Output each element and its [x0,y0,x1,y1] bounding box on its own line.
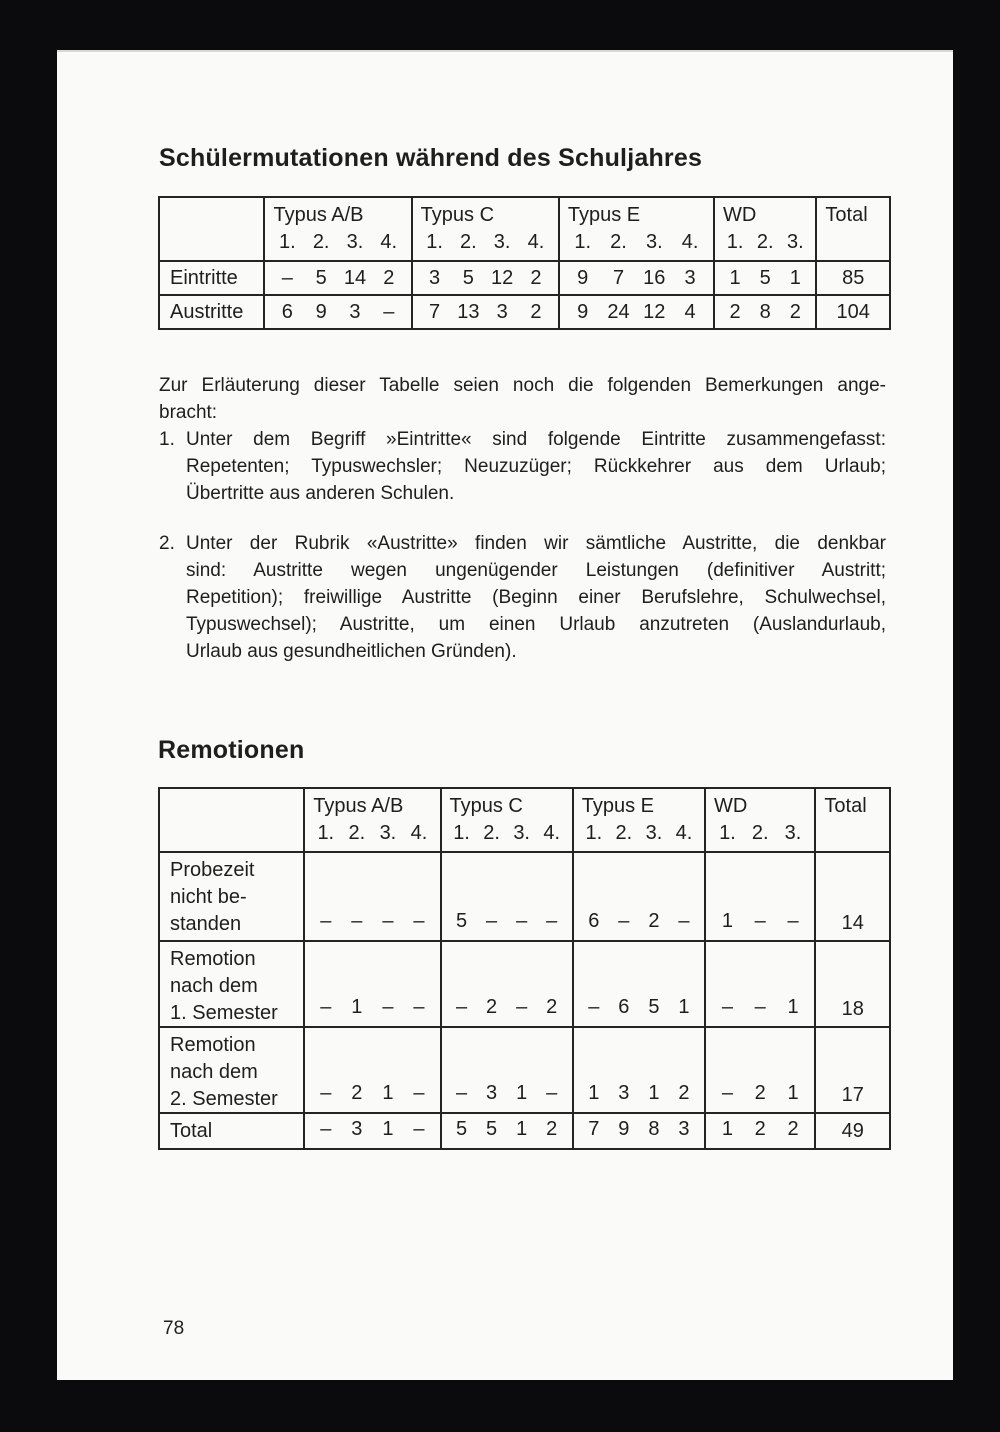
notes-intro [159,372,886,426]
value-group [442,1080,572,1107]
subcolumn-label: 3. [784,822,802,844]
subcolumn-label: 4. [675,822,693,844]
subcolumn-label: 4. [681,231,699,253]
value-group [413,265,558,292]
text-line: Unter dem Begriff »Eintritte« sind folgende Eintritte zusammengefasst: [186,429,886,450]
value-cell: – [516,910,528,932]
value-cell: 2 [546,996,558,1018]
corner-cell [160,198,263,260]
value-cell: 2 [754,1082,766,1104]
column-group-label: Typus C [449,795,523,817]
subcolumn-headers [305,820,439,847]
value-group [574,908,704,935]
value-cell: 5 [455,910,468,932]
text-line: nicht be- [170,886,247,908]
table-row-eintritte [160,260,889,294]
text-line: Probezeit [170,859,255,881]
value-cell: 1 [721,910,733,932]
value-cell: 24 [607,300,630,323]
text-line: 1. Semester [170,1002,278,1024]
value-cell: 5 [648,996,660,1018]
table-row-probezeit [160,851,889,940]
value-cell: – [486,910,498,932]
subcolumn-label: 2. [348,822,366,844]
value-cell: 5 [759,266,771,289]
value-cell: 14 [343,266,367,289]
subcolumn-label: 1. [585,822,603,844]
text-line: Repetenten; Typuswechsler; Neuzuzüger; Rückkehrer aus dem Urlaub; [186,456,886,477]
value-cell: 9 [577,300,589,323]
column-group-wd [704,789,814,851]
value-cell: 2 [383,266,395,289]
value-cell: 2 [486,996,498,1018]
value-cell: 1 [721,1118,733,1140]
table-row-austritte [160,294,889,328]
value-cell: 13 [457,300,480,323]
value-group [305,1116,439,1143]
subcolumn-label: 3. [346,231,364,253]
value-cell: 5 [462,266,474,289]
row-label [160,942,303,1026]
value-cell: 2 [789,300,801,323]
row-total: 18 [841,998,864,1020]
text-line: Remotion [170,948,256,970]
value-cell: 3 [428,266,441,289]
value-cell: – [721,1082,733,1104]
subcolumn-label: 1. [453,822,470,844]
subcolumn-label: 1. [426,231,443,253]
subcolumn-label: 3. [379,822,397,844]
subcolumn-label: 2. [460,231,477,253]
subcolumn-label: 2. [751,822,769,844]
value-cell: 1 [729,266,741,289]
text-line: Urlaub aus gesundheitlichen Gründen). [186,641,517,662]
value-group [413,299,558,326]
value-cell: 12 [491,266,514,289]
subcolumn-label: 1. [574,231,592,253]
subcolumn-label: 1. [279,231,296,253]
table-row-remotion-2-semester [160,1026,889,1112]
row-label [160,853,303,940]
list-marker: 1. [159,429,175,450]
value-cell: 2 [530,300,542,323]
subcolumn-label: 1. [719,822,736,844]
mutations-table [158,196,891,330]
column-total [815,198,889,260]
value-cell: 1 [648,1082,660,1104]
value-cell: – [678,910,690,932]
page-number: 78 [163,1318,185,1339]
value-cell: 2 [729,300,741,323]
section-title-remotionen: Remotionen [158,736,305,764]
value-cell: 16 [643,266,666,289]
value-cell: – [413,910,425,932]
value-cell: – [320,1118,332,1140]
value-cell: – [320,996,332,1018]
corner-cell [160,789,303,851]
value-cell: 2 [787,1118,799,1140]
value-group [715,299,815,326]
note-item-2 [159,530,886,665]
value-cell: 1 [516,1118,528,1140]
row-label: Eintritte [170,266,238,289]
column-group-label: WD [714,795,748,817]
value-cell: 1 [516,1082,528,1104]
column-group-wd [713,198,815,260]
text-line: nach dem [170,1061,258,1083]
value-group [442,1116,572,1143]
column-group-label: Typus E [567,204,641,226]
subcolumn-headers [715,229,815,256]
value-cell: 1 [588,1082,600,1104]
subcolumn-label: 3. [493,231,511,253]
value-cell: 2 [754,1118,766,1140]
column-group-typus-ab [303,789,439,851]
value-cell: – [787,910,799,932]
value-cell: – [413,996,425,1018]
value-group [574,1080,704,1107]
value-cell: 7 [588,1118,600,1140]
text-line: Remotion [170,1034,256,1056]
subcolumn-label: 4. [380,231,398,253]
value-cell: 1 [787,1082,799,1104]
subcolumn-headers [413,229,558,256]
value-cell: 7 [428,300,441,323]
document-page [57,50,953,1380]
subcolumn-label: 2. [312,231,330,253]
value-cell: 2 [530,266,542,289]
value-cell: 9 [618,1118,630,1140]
subcolumn-label: 3. [645,822,663,844]
text-line: sind: Austritte wegen ungenügender Leistungen (definitiver Austritt; [186,560,886,581]
text-line: standen [170,913,242,935]
remotionen-table [158,787,891,1150]
value-group [706,994,814,1021]
column-group-label: Typus A/B [313,795,404,817]
value-cell: 2 [351,1082,363,1104]
value-cell: 6 [618,996,630,1018]
value-cell: 1 [351,996,363,1018]
text-line: Repetition); freiwillige Austritte (Beginn einer Berufslehre, Schulwechsel, [186,587,886,608]
value-cell: 6 [588,910,600,932]
value-group [706,1116,814,1143]
value-group [442,908,572,935]
note-paragraph [186,426,886,507]
subcolumn-label: 3. [645,231,663,253]
value-cell: – [383,300,395,323]
row-label: Austritte [170,300,244,323]
row-label [160,1114,303,1148]
value-cell: 3 [349,300,361,323]
column-group-typus-ab [263,198,410,260]
value-group [706,908,814,935]
value-cell: – [320,1082,332,1104]
text-line: nach dem [170,975,258,997]
value-cell: 3 [678,1118,690,1140]
row-total: 14 [841,912,864,934]
subcolumn-label: 4. [410,822,428,844]
value-cell: 9 [577,266,589,289]
column-group-typus-c [411,198,558,260]
note-paragraph [186,530,886,665]
value-cell: 1 [678,996,690,1018]
subcolumn-headers [560,229,713,256]
value-cell: 3 [496,300,508,323]
value-cell: 3 [486,1082,498,1104]
value-cell: 5 [486,1118,498,1140]
subcolumn-label: 2. [756,231,774,253]
value-group [574,994,704,1021]
section-title-schuelermutationen: Schülermutationen während des Schuljahres [159,144,703,172]
row-total: 49 [841,1120,864,1142]
total-column-label: Total [824,795,867,817]
subcolumn-label: 3. [513,822,530,844]
subcolumn-headers [265,229,410,256]
value-cell: – [588,996,600,1018]
table-row-total [160,1112,889,1148]
value-cell: 5 [315,266,327,289]
value-cell: 3 [684,266,696,289]
value-group [442,994,572,1021]
row-label [160,1028,303,1112]
text-line: Übertritte aus anderen Schulen. [186,483,455,504]
value-cell: – [754,910,766,932]
value-cell: 8 [648,1118,660,1140]
subcolumn-headers [442,820,572,847]
column-group-label: Typus A/B [273,204,364,226]
value-cell: 9 [315,300,327,323]
value-cell: – [516,996,528,1018]
total-column-label: Total [825,204,868,226]
row-total: 104 [836,300,870,323]
value-cell: 7 [612,266,625,289]
column-group-label: WD [722,204,757,226]
value-cell: 1 [382,1118,394,1140]
value-cell: 12 [643,300,666,323]
value-group [265,265,410,292]
value-group [305,994,439,1021]
text-line: bracht: [159,402,218,423]
column-group-typus-e [558,198,713,260]
value-group [560,299,713,326]
text-line: Total [170,1120,213,1142]
value-group [706,1080,814,1107]
subcolumn-headers [574,820,704,847]
value-cell: 4 [684,300,696,323]
value-cell: – [618,910,630,932]
table-header-row [160,789,889,851]
subcolumn-label: 2. [615,822,633,844]
value-cell: 2 [678,1082,690,1104]
value-cell: – [455,996,468,1018]
subcolumn-label: 2. [483,822,500,844]
value-group [574,1116,704,1143]
subcolumn-label: 1. [726,231,744,253]
row-total: 17 [841,1084,864,1106]
value-cell: 1 [787,996,799,1018]
table-row-remotion-1-semester [160,940,889,1026]
value-cell: – [413,1118,425,1140]
column-group-label: Typus C [420,204,495,226]
subcolumn-label: 4. [527,231,545,253]
value-cell: – [382,910,394,932]
subcolumn-label: 1. [317,822,335,844]
value-cell: – [281,266,293,289]
value-cell: 5 [455,1118,468,1140]
subcolumn-label: 3. [786,231,804,253]
value-cell: – [455,1082,468,1104]
value-cell: 8 [759,300,771,323]
column-group-typus-c [440,789,572,851]
text-line: Zur Erläuterung dieser Tabelle seien noch die folgenden Bemerkungen ange- [159,375,886,396]
column-group-typus-e [572,789,704,851]
value-cell: 3 [351,1118,363,1140]
value-cell: – [546,910,558,932]
value-cell: 2 [546,1118,558,1140]
value-cell: – [382,996,394,1018]
value-cell: – [413,1082,425,1104]
text-line: 2. Semester [170,1088,278,1110]
value-cell: 1 [382,1082,394,1104]
value-cell: – [351,910,363,932]
subcolumn-label: 4. [543,822,561,844]
value-cell: 6 [281,300,293,323]
value-cell: 1 [789,266,801,289]
value-cell: – [754,996,766,1018]
note-item-1 [159,426,886,507]
value-group [305,908,439,935]
text-line: Unter der Rubrik «Austritte» finden wir sämtliche Austritte, die denkbar [186,533,886,554]
value-cell: 2 [648,910,660,932]
column-total [814,789,889,851]
list-marker: 2. [159,533,175,554]
value-cell: – [721,996,733,1018]
value-group [560,265,713,292]
column-group-label: Typus E [581,795,655,817]
row-total: 85 [842,266,865,289]
value-cell: – [546,1082,558,1104]
table-header-row [160,198,889,260]
value-group [715,265,815,292]
text-line: Typuswechsel); Austritte, um einen Urlaub anzutreten (Auslandurlaub, [186,614,886,635]
subcolumn-headers [706,820,814,847]
value-cell: – [320,910,332,932]
subcolumn-label: 2. [610,231,627,253]
value-cell: 3 [618,1082,630,1104]
value-group [265,299,410,326]
value-group [305,1080,439,1107]
